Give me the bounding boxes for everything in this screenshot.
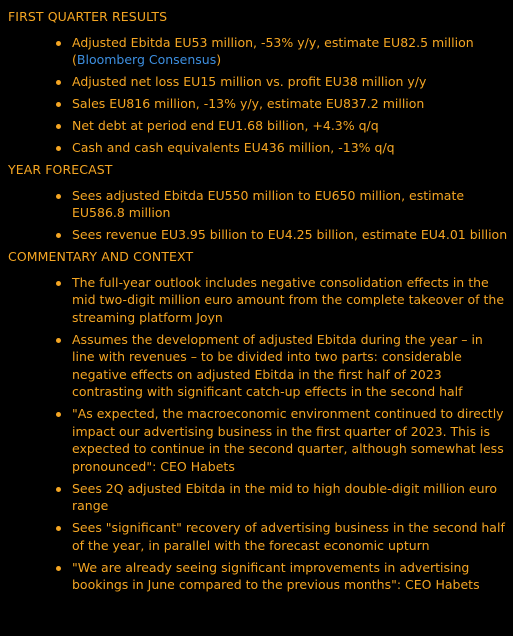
- list-item: [54, 226, 509, 244]
- bullet-icon: [56, 566, 61, 571]
- list-item: [54, 331, 509, 401]
- item-text: Sees 2Q adjusted Ebitda in the mid to high double-digit million euro range: [72, 480, 498, 513]
- item-text: The full-year outlook includes negative consolidation effects in the mid two-digit million euro amount from the complete takeover of the streaming platform Joyn: [72, 274, 505, 325]
- bullet-list-commentary-and-context: [8, 274, 509, 594]
- item-text: Sees "significant" recovery of advertising business in the second half of the year, in parallel with the forecast economic upturn: [72, 520, 505, 553]
- list-item: [54, 519, 509, 554]
- list-item: [54, 95, 509, 113]
- bullet-icon: [56, 41, 61, 46]
- item-text: Sees adjusted Ebitda EU550 million to EU650 million, estimate EU586.8 million: [72, 187, 465, 220]
- bullet-list-year-forecast: [8, 187, 509, 244]
- item-text: Assumes the development of adjusted Ebitda during the year – in line with revenues – to be divided into two parts: considerable negative effects on adjusted Ebitda in the first half of 2023 contrasting with significant catch-up effects in the second half: [72, 331, 483, 399]
- bullet-icon: [56, 80, 61, 85]
- bullet-icon: [56, 194, 61, 199]
- item-text: Net debt at period end EU1.68 billion, +4.3% q/q: [72, 118, 379, 133]
- item-text: Cash and cash equivalents EU436 million, -13% q/q: [72, 140, 395, 155]
- list-item: [54, 34, 509, 69]
- bullet-icon: [56, 412, 61, 417]
- bullet-icon: [56, 281, 61, 286]
- item-text: "We are already seeing significant improvements in advertising bookings in June compared to the previous months": CEO Habets: [72, 559, 480, 592]
- list-item: [54, 73, 509, 91]
- link-suffix: ): [216, 52, 222, 67]
- bullet-icon: [56, 146, 61, 151]
- list-item: [54, 187, 509, 222]
- item-text: Adjusted net loss EU15 million vs. profit EU38 million y/y: [72, 74, 427, 89]
- section-heading-first-quarter-results: FIRST QUARTER RESULTS: [8, 9, 168, 24]
- bullet-icon: [56, 124, 61, 129]
- item-text: Sales EU816 million, -13% y/y, estimate EU837.2 million: [72, 96, 425, 111]
- bullet-icon: [56, 338, 61, 343]
- bullet-icon: [56, 526, 61, 531]
- list-item: [54, 480, 509, 515]
- list-item: [54, 274, 509, 327]
- list-item: [54, 139, 509, 157]
- bullet-icon: [56, 102, 61, 107]
- item-text: Sees revenue EU3.95 billion to EU4.25 billion, estimate EU4.01 billion: [72, 227, 508, 242]
- bullet-icon: [56, 487, 61, 492]
- bullet-list-first-quarter-results: [8, 34, 509, 157]
- item-text: "As expected, the macroeconomic environment continued to directly impact our advertising business in the first quarter of 2023. This is expected to continue in the second quarter, although somewhat less pronounced": CEO Habets: [72, 406, 504, 474]
- section-heading-commentary-and-context: COMMENTARY AND CONTEXT: [8, 249, 194, 264]
- section-heading-year-forecast: YEAR FORECAST: [8, 162, 113, 177]
- list-item: [54, 559, 509, 594]
- item-text: Adjusted Ebitda EU53 million, -53% y/y, estimate EU82.5 million: [72, 34, 474, 50]
- bullet-icon: [56, 233, 61, 238]
- bloomberg-consensus-link[interactable]: Bloomberg Consensus: [76, 52, 217, 67]
- link-prefix: (: [72, 52, 77, 67]
- list-item: [54, 405, 509, 475]
- list-item: [54, 117, 509, 135]
